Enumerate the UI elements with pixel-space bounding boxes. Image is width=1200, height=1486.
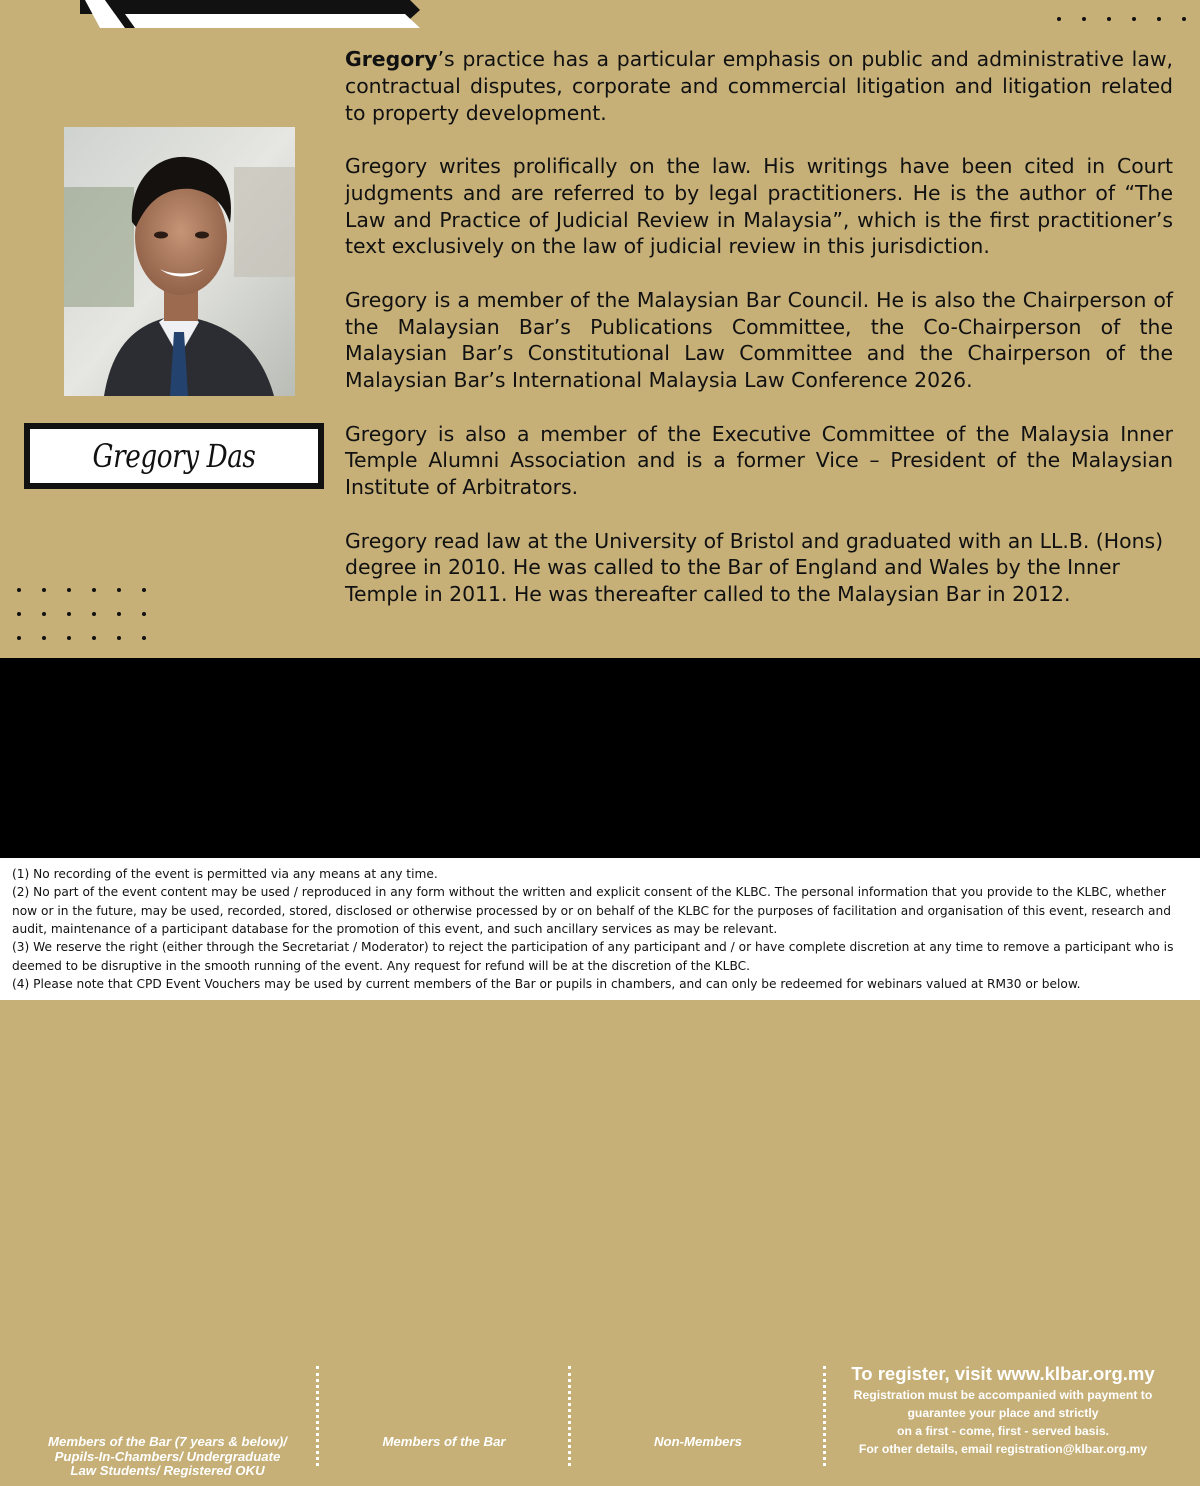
speaker-photo: [64, 127, 295, 396]
price-description: Non-Members: [654, 1434, 742, 1449]
price-description: [20, 1435, 315, 1479]
terms-footer: [0, 858, 1200, 1000]
bio-paragraph-1: [345, 46, 1173, 126]
bio-paragraph-5: Gregory read law at the University of Bristol and graduated with an LL.B. (Hons) degree in 2010. He was called to the Bar of England and Wales by the Inner Temple in 2011. He was thereafter called to the Malaysian Bar in 2012.: [345, 528, 1164, 607]
price-description-line: Pupils-In-Chambers/ Undergraduate: [54, 1448, 281, 1464]
price-amount: RM 100: [610, 1363, 786, 1420]
bio-name-bold: Gregory: [345, 47, 438, 71]
term-note-4: (4) Please note that CPD Event Vouchers may be used by current members of the Bar or pupils in chambers, and can only be redeemed for webinars valued at RM30 or below.: [12, 977, 1081, 991]
price-amount: RM 50: [370, 1363, 518, 1420]
term-note-2: (2) No part of the event content may be used / reproduced in any form without the written and explicit consent of the KLBC. The personal information that you provide to the KLBC, whether now or in the future, may be used, recorded, stored, disclosed or otherwise processed by or on behalf of the KLBC for the purposes of facilitation and organisation of this event, research and audit, maintenance of a participant database for the promotion of this event, and such ancillary services as may be relevant.: [12, 885, 1171, 936]
registration-line: Registration must be accompanied with payment to: [853, 1388, 1153, 1402]
price-amount: RM 30: [93, 1363, 242, 1420]
price-description: Members of the Bar: [382, 1434, 506, 1449]
decorative-dots-top: [1057, 17, 1186, 21]
registration-line: on a first - come, first - served basis.: [897, 1424, 1109, 1438]
registration-info: [828, 1362, 1178, 1458]
dotted-divider: [568, 1366, 571, 1466]
dotted-divider: [823, 1366, 826, 1466]
price-description-line: Members of the Bar (7 years & below)/: [48, 1434, 287, 1449]
bio-paragraph-4: Gregory is also a member of the Executive Committee of the Malaysia Inner Temple Alumni Association and is a former Vice – President of the Malaysian Institute of Arbitrators.: [345, 421, 1173, 500]
pricing-frame: [16, 1344, 1182, 1486]
price-description-line: Law Students/ Registered OKU: [70, 1463, 265, 1478]
bio-paragraph-3: Gregory is a member of the Malaysian Bar Council. He is also the Chairperson of the Malaysian Bar’s Publications Committee, the Co-Chairperson of the Malaysian Bar’s Constitutional Law Committee and the Chairperson of the Malaysian Bar’s International Malaysia Law Conference 2026.: [345, 287, 1173, 393]
speaker-bio: [345, 46, 1173, 608]
registration-line: guarantee your place and strictly: [907, 1406, 1099, 1420]
speaker-name-box: [24, 423, 324, 489]
price-tier-rm50: [320, 1362, 568, 1450]
registration-title: To register, visit www.klbar.org.my: [851, 1363, 1155, 1384]
bio-paragraph-1-text: ’s practice has a particular emphasis on public and administrative law, contractual disputes, corporate and commercial litigation and litigation related to property development.: [345, 47, 1173, 125]
registration-contact: For other details, email registration@klbar.org.my: [858, 1442, 1148, 1456]
bio-paragraph-2: Gregory writes prolifically on the law. His writings have been cited in Court judgments and are referred to by legal practitioners. He is the author of “The Law and Practice of Judicial Review in Malaysia”, which is the first practitioner’s text exclusively on the law of judicial review in this jurisdiction.: [345, 153, 1173, 259]
decorative-dots-left: [17, 588, 146, 640]
term-note-3: (3) We reserve the right (either through the Secretariat / Moderator) to reject the participation of any participant and / or have complete discretion at any time to remove a participant who is deemed to be disruptive in the smooth running of the event. Any request for refund will be at the discretion of the KLBC.: [12, 940, 1174, 973]
price-tier-rm100: [572, 1362, 824, 1450]
decorative-corner-stripes: [60, 0, 420, 30]
speaker-name: Gregory Das: [92, 437, 256, 475]
dotted-divider: [316, 1366, 319, 1466]
price-tier-rm30: [20, 1362, 315, 1479]
term-note-1: (1) No recording of the event is permitted via any means at any time.: [12, 867, 438, 881]
